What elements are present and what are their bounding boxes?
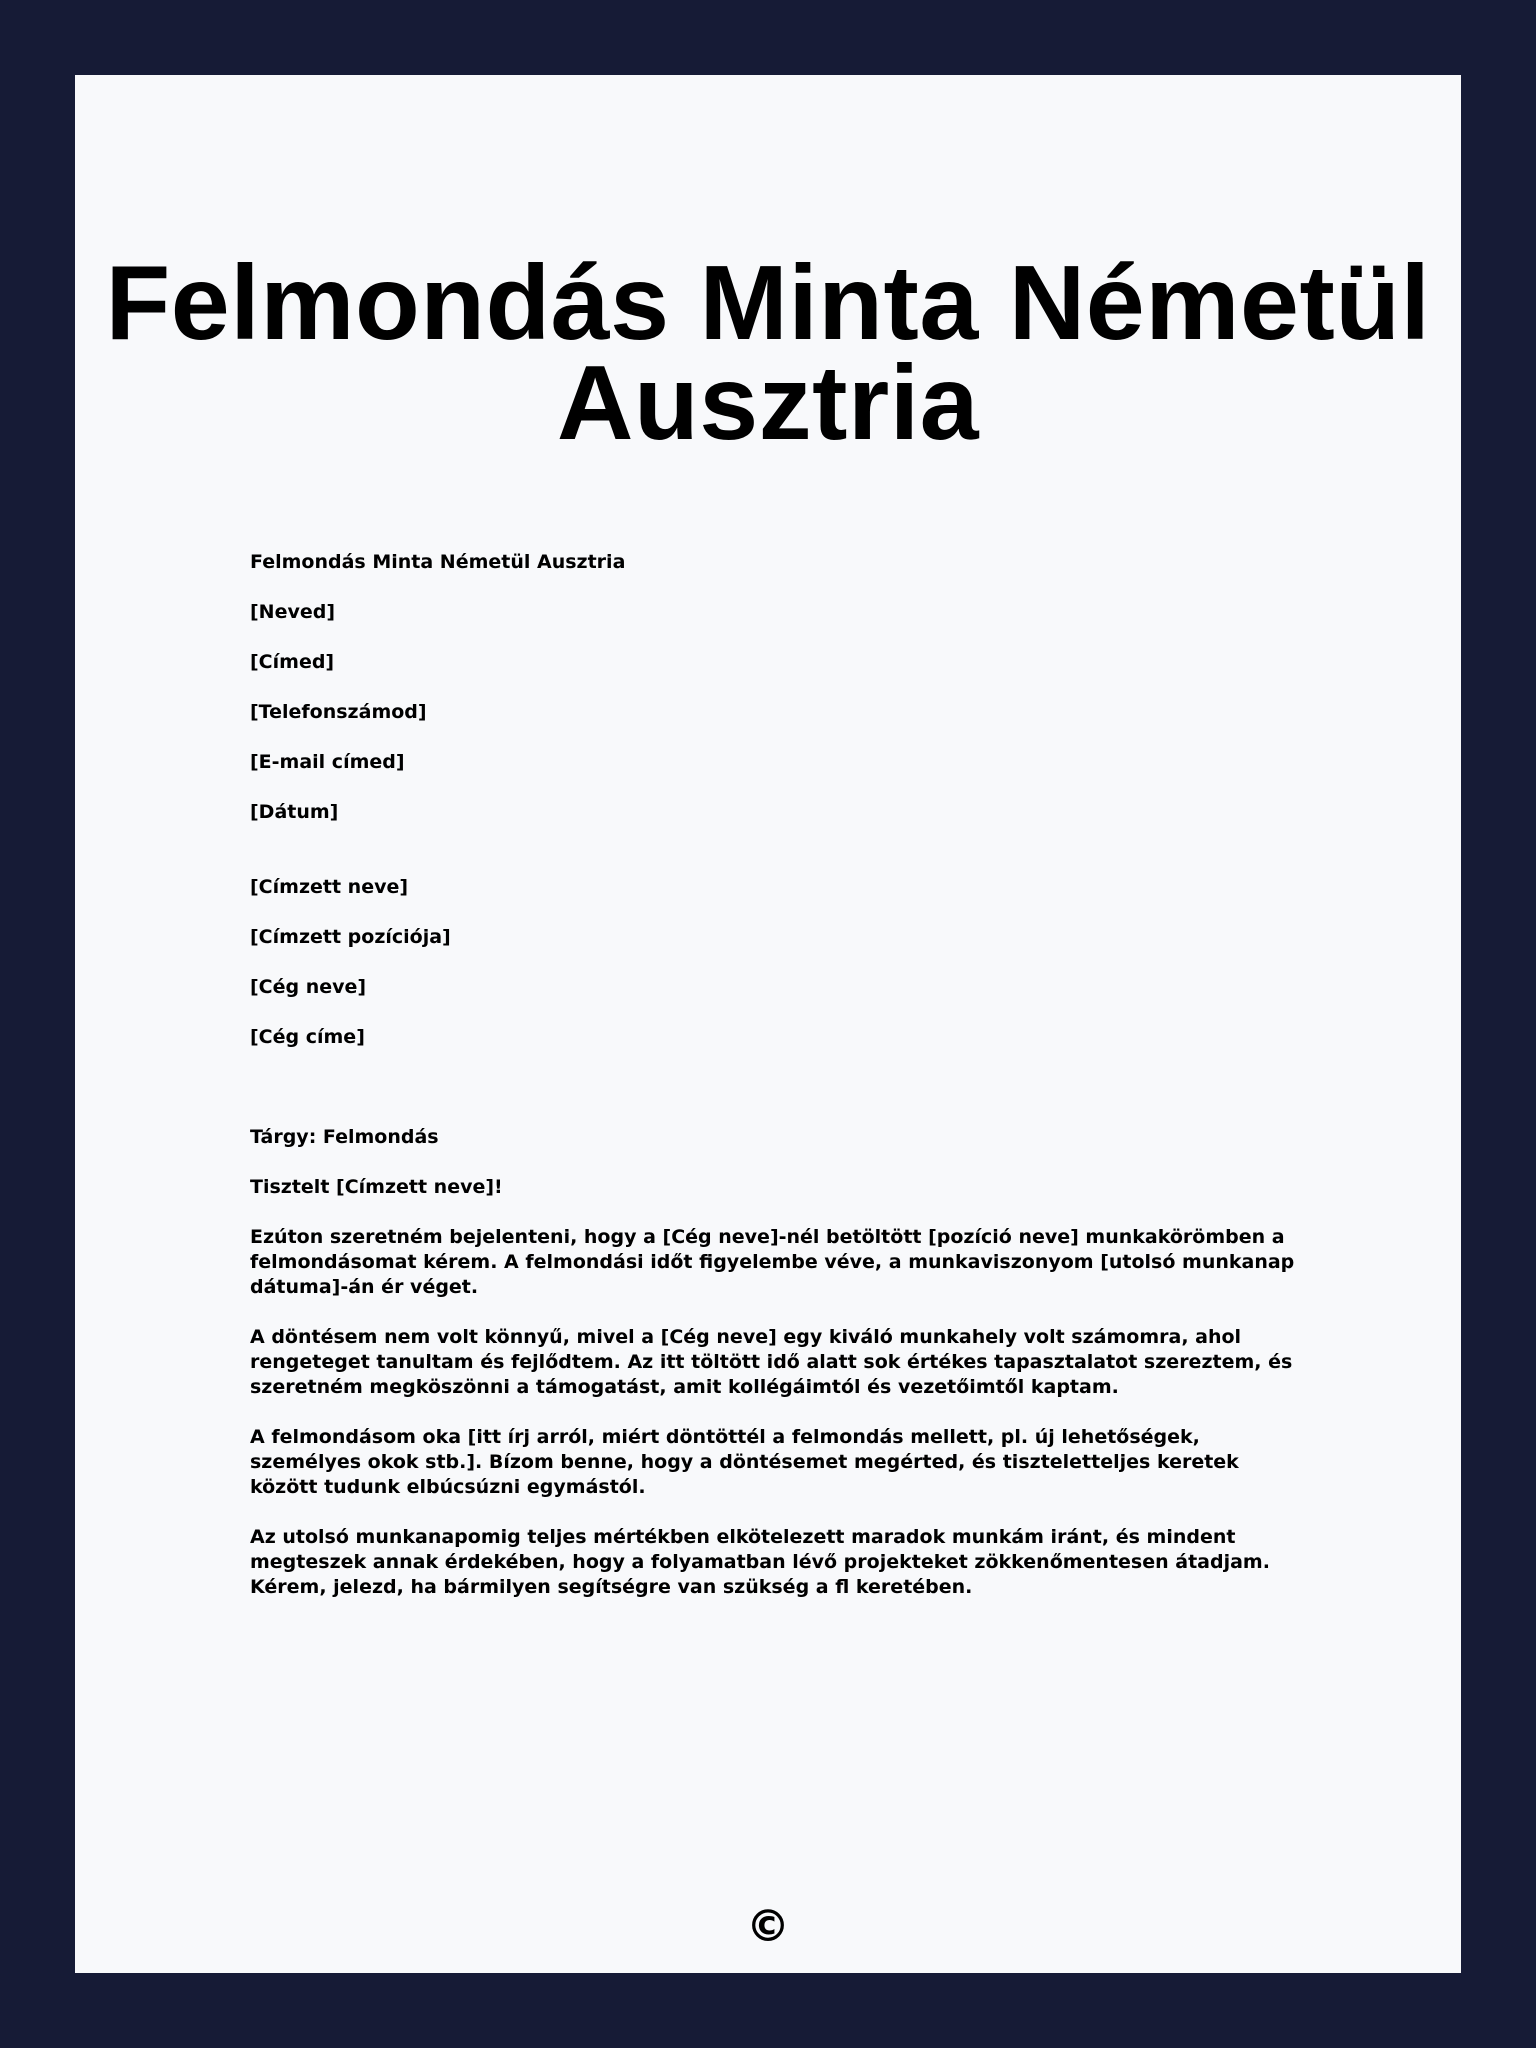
recipient-name: [Címzett neve] bbox=[250, 876, 409, 898]
recipient-company-address: [Cég címe] bbox=[250, 1026, 365, 1048]
letter-subject: Tárgy: Felmondás bbox=[250, 1126, 439, 1148]
sender-address: [Címed] bbox=[250, 651, 335, 673]
sender-email: [E-mail címed] bbox=[250, 751, 405, 773]
letter-heading: Felmondás Minta Németül Ausztria bbox=[250, 551, 626, 573]
letter-paragraph: A döntésem nem volt könnyű, mivel a [Cég neve] egy kiváló munkahely volt számomra, ahol rengeteget tanultam és fejlődtem. Az itt töltött idő alatt sok értékes tapasztalatot szereztem, és szeretném megköszönni a támogatást, amit kollégáimtól és vezetőimtől kaptam. bbox=[250, 1326, 1293, 1398]
letter-paragraph: Ezúton szeretném bejelenteni, hogy a [Cég neve]-nél betöltött [pozíció neve] munkakörömben a felmondásomat kérem. A felmondási időt figyelembe véve, a munkaviszonyom [utolsó munkanap dátuma]-án ér véget. bbox=[250, 1226, 1295, 1298]
letter-salutation: Tisztelt [Címzett neve]! bbox=[250, 1176, 503, 1198]
letter-date: [Dátum] bbox=[250, 801, 339, 823]
letter-paragraph: Az utolsó munkanapomig teljes mértékben elkötelezett maradok munkám iránt, és mindent megteszek annak érdekében, hogy a folyamatban lévő projekteket zökkenőmentesen átadjam. Kérem, jelezd, ha bármilyen segítségre van szükség a fl keretében. bbox=[250, 1526, 1270, 1598]
copyright-icon: © bbox=[746, 1901, 790, 1952]
page-title: Felmondás Minta Németül Ausztria bbox=[105, 244, 1431, 462]
letter-body bbox=[250, 550, 1310, 1600]
document-page bbox=[75, 75, 1461, 1973]
sender-phone: [Telefonszámod] bbox=[250, 701, 427, 723]
recipient-company: [Cég neve] bbox=[250, 976, 367, 998]
sender-name: [Neved] bbox=[250, 601, 336, 623]
recipient-position: [Címzett pozíciója] bbox=[250, 926, 451, 948]
letter-paragraph: A felmondásom oka [itt írj arról, miért döntöttél a felmondás mellett, pl. új lehetőségek, személyes okok stb.]. Bízom benne, hogy a döntésemet megérted, és tiszteletteljes keretek között tudunk elbúcsúzni egymástól. bbox=[250, 1426, 1239, 1498]
